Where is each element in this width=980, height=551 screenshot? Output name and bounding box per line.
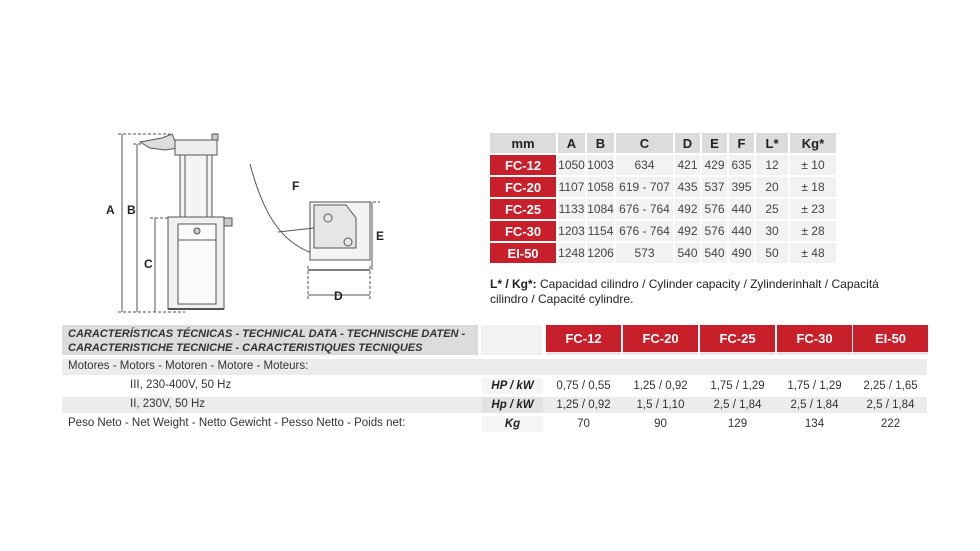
table-cell: 635 (729, 155, 754, 175)
header-mm: mm (490, 133, 556, 153)
row-unit: Kg (482, 416, 543, 432)
row-value: 2,25 / 1,65 (863, 380, 918, 392)
table-row (62, 378, 927, 394)
table-cell: ± 18 (790, 177, 836, 197)
table-cell: 676 - 764 (616, 221, 673, 241)
table-cell: 20 (756, 177, 788, 197)
table-cell: 619 - 707 (616, 177, 673, 197)
row-value: 2,5 / 1,84 (713, 399, 762, 411)
header-d: D (675, 133, 700, 153)
note-key: L* / Kg*: (490, 277, 537, 291)
dimensions-table (488, 131, 838, 265)
dimensions-header-row (490, 133, 836, 153)
header-e: E (702, 133, 727, 153)
table-cell: ± 48 (790, 243, 836, 263)
table-cell: 395 (729, 177, 754, 197)
row-value: 1,5 / 1,10 (636, 399, 685, 411)
note-text: Capacidad cilindro / Cylinder capacity / Zylinderinhalt / Capacitá cilindro / Capacité cylindre. (490, 277, 879, 306)
motors-label: Motores - Motors - Motoren - Motore - Moteurs: (68, 360, 309, 372)
model-cell: FC-20 (490, 177, 556, 197)
row-unit: HP / kW (482, 378, 543, 394)
row-value: 1,75 / 1,29 (710, 380, 765, 392)
model-cell: FC-30 (490, 221, 556, 241)
table-row (490, 155, 836, 175)
header-b: B (587, 133, 614, 153)
table-cell: 1133 (558, 199, 585, 219)
model-cell: EI-50 (490, 243, 556, 263)
unit-header-cell (481, 325, 542, 355)
table-cell: 421 (675, 155, 700, 175)
label-d: D (334, 289, 343, 303)
table-row (490, 221, 836, 241)
row-unit: Hp / kW (482, 397, 543, 413)
table-row (490, 199, 836, 219)
row-value: 129 (727, 418, 748, 430)
row-value: 70 (577, 418, 590, 430)
model-header-fc20: FC-20 (623, 325, 698, 355)
row-value: 90 (654, 418, 667, 430)
row-value: 1,75 / 1,29 (787, 380, 842, 392)
row-value: 2,5 / 1,84 (790, 399, 839, 411)
tech-title-line2: CARACTERISTICHE TECNICHE - CARACTERISTIQUES TECNIQUES (68, 342, 423, 354)
label-c: C (144, 257, 153, 271)
row-label: II, 230V, 50 Hz (130, 398, 206, 410)
side-view (250, 164, 380, 300)
row-label: III, 230-400V, 50 Hz (130, 379, 232, 391)
header-l: L* (756, 133, 788, 153)
header-c: C (616, 133, 673, 153)
table-cell: 492 (675, 199, 700, 219)
tech-data-title (62, 325, 478, 355)
label-a: A (106, 203, 115, 217)
table-row (62, 397, 927, 413)
table-cell: 1248 (558, 243, 585, 263)
front-view (118, 134, 232, 312)
label-e: E (376, 229, 385, 243)
table-cell: 440 (729, 199, 754, 219)
label-b: B (127, 203, 136, 217)
table-cell: 429 (702, 155, 727, 175)
table-cell: 1107 (558, 177, 585, 197)
row-value: 1,25 / 0,92 (556, 399, 611, 411)
motors-row (62, 359, 927, 375)
label-f: F (292, 179, 300, 193)
tech-title-line1: CARACTERÍSTICAS TÉCNICAS - TECHNICAL DATA - TECHNISCHE DATEN - (68, 328, 466, 340)
model-header-fc30: FC-30 (777, 325, 852, 355)
model-header-ei50: EI-50 (853, 325, 928, 355)
table-cell: ± 23 (790, 199, 836, 219)
row-value: 1,25 / 0,92 (633, 380, 688, 392)
table-cell: 576 (702, 221, 727, 241)
row-value: 134 (804, 418, 825, 430)
header-f: F (729, 133, 754, 153)
technical-drawings (100, 120, 400, 320)
table-cell: 435 (675, 177, 700, 197)
table-cell: 30 (756, 221, 788, 241)
header-a: A (558, 133, 585, 153)
table-cell: 634 (616, 155, 673, 175)
table-cell: 440 (729, 221, 754, 241)
table-cell: ± 28 (790, 221, 836, 241)
table-cell: 1203 (558, 221, 585, 241)
table-cell: 1003 (587, 155, 614, 175)
table-cell: 540 (702, 243, 727, 263)
table-cell: ± 10 (790, 155, 836, 175)
table-cell: 12 (756, 155, 788, 175)
row-value: 0,75 / 0,55 (556, 380, 611, 392)
table-cell: 25 (756, 199, 788, 219)
header-kg: Kg* (790, 133, 836, 153)
capacity-note (490, 277, 890, 307)
table-cell: 1084 (587, 199, 614, 219)
model-cell: FC-12 (490, 155, 556, 175)
table-cell: 1206 (587, 243, 614, 263)
table-row (490, 177, 836, 197)
model-header-fc12: FC-12 (546, 325, 621, 355)
table-cell: 492 (675, 221, 700, 241)
table-row (62, 416, 927, 432)
table-row (490, 243, 836, 263)
row-value: 2,5 / 1,84 (866, 399, 915, 411)
table-cell: 490 (729, 243, 754, 263)
table-cell: 540 (675, 243, 700, 263)
table-cell: 50 (756, 243, 788, 263)
model-cell: FC-25 (490, 199, 556, 219)
table-cell: 676 - 764 (616, 199, 673, 219)
model-header-fc25: FC-25 (700, 325, 775, 355)
table-cell: 573 (616, 243, 673, 263)
table-cell: 1050 (558, 155, 585, 175)
table-cell: 537 (702, 177, 727, 197)
machine-drawing (100, 120, 400, 320)
table-cell: 576 (702, 199, 727, 219)
row-label: Peso Neto - Net Weight - Netto Gewicht - Pesso Netto - Poids net: (68, 417, 406, 429)
table-cell: 1154 (587, 221, 614, 241)
table-cell: 1058 (587, 177, 614, 197)
row-value: 222 (880, 418, 901, 430)
